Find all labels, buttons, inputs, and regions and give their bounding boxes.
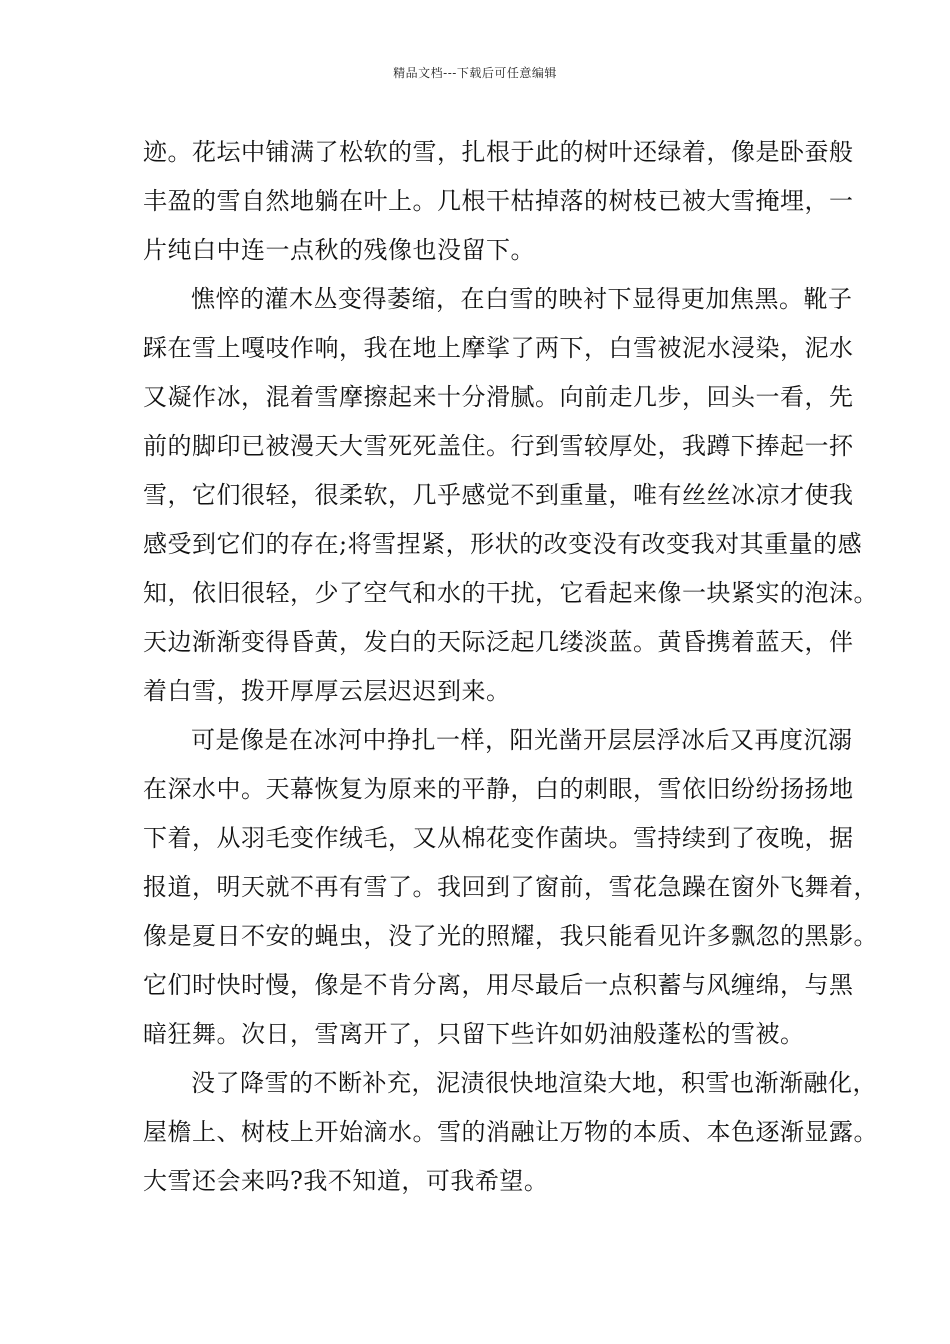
- text-line: 雪，它们很轻，很柔软，几乎感觉不到重量，唯有丝丝冰凉才使我: [143, 481, 854, 509]
- text-line: 迹。花坛中铺满了松软的雪，扎根于此的树叶还绿着，像是卧蚕般: [143, 138, 854, 166]
- text-line: 天边渐渐变得昏黄，发白的天际泛起几缕淡蓝。黄昏携着蓝天，伴: [143, 628, 854, 656]
- paragraph-2: [143, 275, 878, 716]
- text-line: 前的脚印已被漫天大雪死死盖住。行到雪较厚处，我蹲下捧起一抔: [143, 432, 854, 460]
- paragraph-4: [143, 1059, 878, 1206]
- text-line: 它们时快时慢，像是不肯分离，用尽最后一点积蓄与风缠绵，与黑: [143, 971, 854, 999]
- page-header: 精品文档---下载后可任意编辑: [393, 66, 557, 80]
- text-line: 感受到它们的存在;将雪捏紧，形状的改变没有改变我对其重量的感: [143, 530, 863, 558]
- text-line: 片纯白中连一点秋的残像也没留下。: [143, 236, 535, 264]
- text-line: 又凝作冰，混着雪摩擦起来十分滑腻。向前走几步，回头一看，先: [143, 383, 854, 411]
- paragraph-1: [143, 128, 854, 275]
- text-line: 踩在雪上嘎吱作响，我在地上摩挲了两下，白雪被泥水浸染，泥水: [143, 334, 854, 362]
- text-line: 下着，从羽毛变作绒毛，又从棉花变作菌块。雪持续到了夜晚，据: [143, 824, 854, 852]
- text-line: 没了降雪的不断补充，泥渍很快地渲染大地，积雪也渐渐融化，: [191, 1069, 877, 1097]
- text-line: 大雪还会来吗?我不知道，可我希望。: [143, 1167, 549, 1195]
- text-line: 丰盈的雪自然地躺在叶上。几根干枯掉落的树枝已被大雪掩埋，一: [143, 187, 854, 215]
- text-line: 憔悴的灌木丛变得萎缩，在白雪的映衬下显得更加焦黑。靴子: [191, 285, 853, 313]
- text-line: 暗狂舞。次日，雪离开了，只留下些许如奶油般蓬松的雪被。: [143, 1020, 805, 1048]
- text-line: 在深水中。天幕恢复为原来的平静，白的刺眼，雪依旧纷纷扬扬地: [143, 775, 854, 803]
- text-line: 可是像是在冰河中挣扎一样，阳光凿开层层浮冰后又再度沉溺: [191, 726, 853, 754]
- text-line: 着白雪，拨开厚厚云层迟迟到来。: [143, 677, 511, 705]
- paragraph-3: [143, 716, 878, 1059]
- text-line: 报道，明天就不再有雪了。我回到了窗前，雪花急躁在窗外飞舞着，: [143, 873, 878, 901]
- text-line: 知，依旧很轻，少了空气和水的干扰，它看起来像一块紧实的泡沫。: [143, 579, 878, 607]
- text-line: 像是夏日不安的蝇虫，没了光的照耀，我只能看见许多飘忽的黑影。: [143, 922, 878, 950]
- text-line: 屋檐上、树枝上开始滴水。雪的消融让万物的本质、本色逐渐显露。: [143, 1118, 878, 1146]
- body-text: [143, 128, 878, 1206]
